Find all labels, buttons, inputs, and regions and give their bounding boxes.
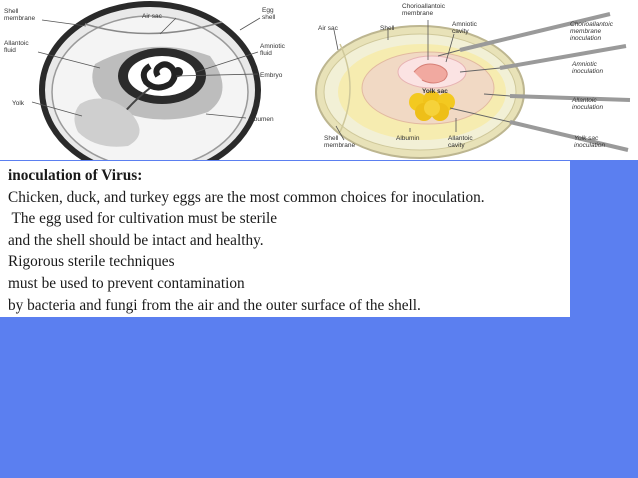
label-embryo: Embryo	[260, 72, 283, 79]
label-chorioallantoic-membrane: Chorioallantoic membrane	[402, 3, 445, 17]
label-egg-shell: Egg shell	[262, 7, 276, 21]
label-amniotic-cavity: Amniotic cavity	[452, 21, 477, 35]
inoculation-text-box	[0, 161, 570, 317]
heading: inoculation of Virus:	[8, 167, 143, 184]
label-albumin: Albumin	[396, 135, 420, 142]
inoculation-routes-diagram	[310, 0, 638, 160]
label-air-sac: Air sac	[142, 13, 162, 20]
label-yolk-sac: Yolk sac	[422, 88, 448, 95]
label-shell-membrane: Shell membrane	[4, 8, 36, 22]
label-amniotic-fluid: Amniotic fluid	[260, 43, 285, 57]
text-line: by bacteria and fungi from the air and the outer surface of the shell.	[8, 296, 421, 314]
egg-diagrams	[0, 0, 638, 160]
label-allantoic-cavity: Allantoic cavity	[448, 135, 473, 149]
label-allantoic-inoculation: Allantoic inoculation	[572, 97, 604, 111]
inoculation-routes-svg	[310, 0, 638, 160]
text-line: The egg used for cultivation must be sterile	[8, 210, 278, 228]
label-yolk: Yolk	[12, 100, 25, 107]
label-air-sac-right: Air sac	[318, 25, 338, 32]
label-albumen: Albumen	[248, 116, 274, 123]
label-allantoic-fluid: Allantoic fluid	[4, 40, 29, 54]
label-shell: Shell	[380, 25, 395, 32]
text-line: and the shell should be intact and healthy.	[8, 231, 264, 249]
label-amniotic-inoculation: Amniotic inoculation	[572, 61, 604, 75]
egg-cross-section-diagram	[0, 0, 300, 160]
text-line: Rigorous sterile techniques	[8, 253, 175, 271]
text-line: must be used to prevent contamination	[8, 274, 245, 292]
text-line: Chicken, duck, and turkey eggs are the most common choices for inoculation.	[8, 188, 485, 206]
label-yolk-sac-inoculation: Yolk sac inoculation	[574, 135, 606, 149]
egg-cross-section-svg	[0, 0, 300, 160]
label-shell-membrane-right: Shell membrane	[324, 135, 356, 149]
label-chorioallantoic-inoculation: Chorioallantoic membrane inoculation	[570, 21, 613, 42]
